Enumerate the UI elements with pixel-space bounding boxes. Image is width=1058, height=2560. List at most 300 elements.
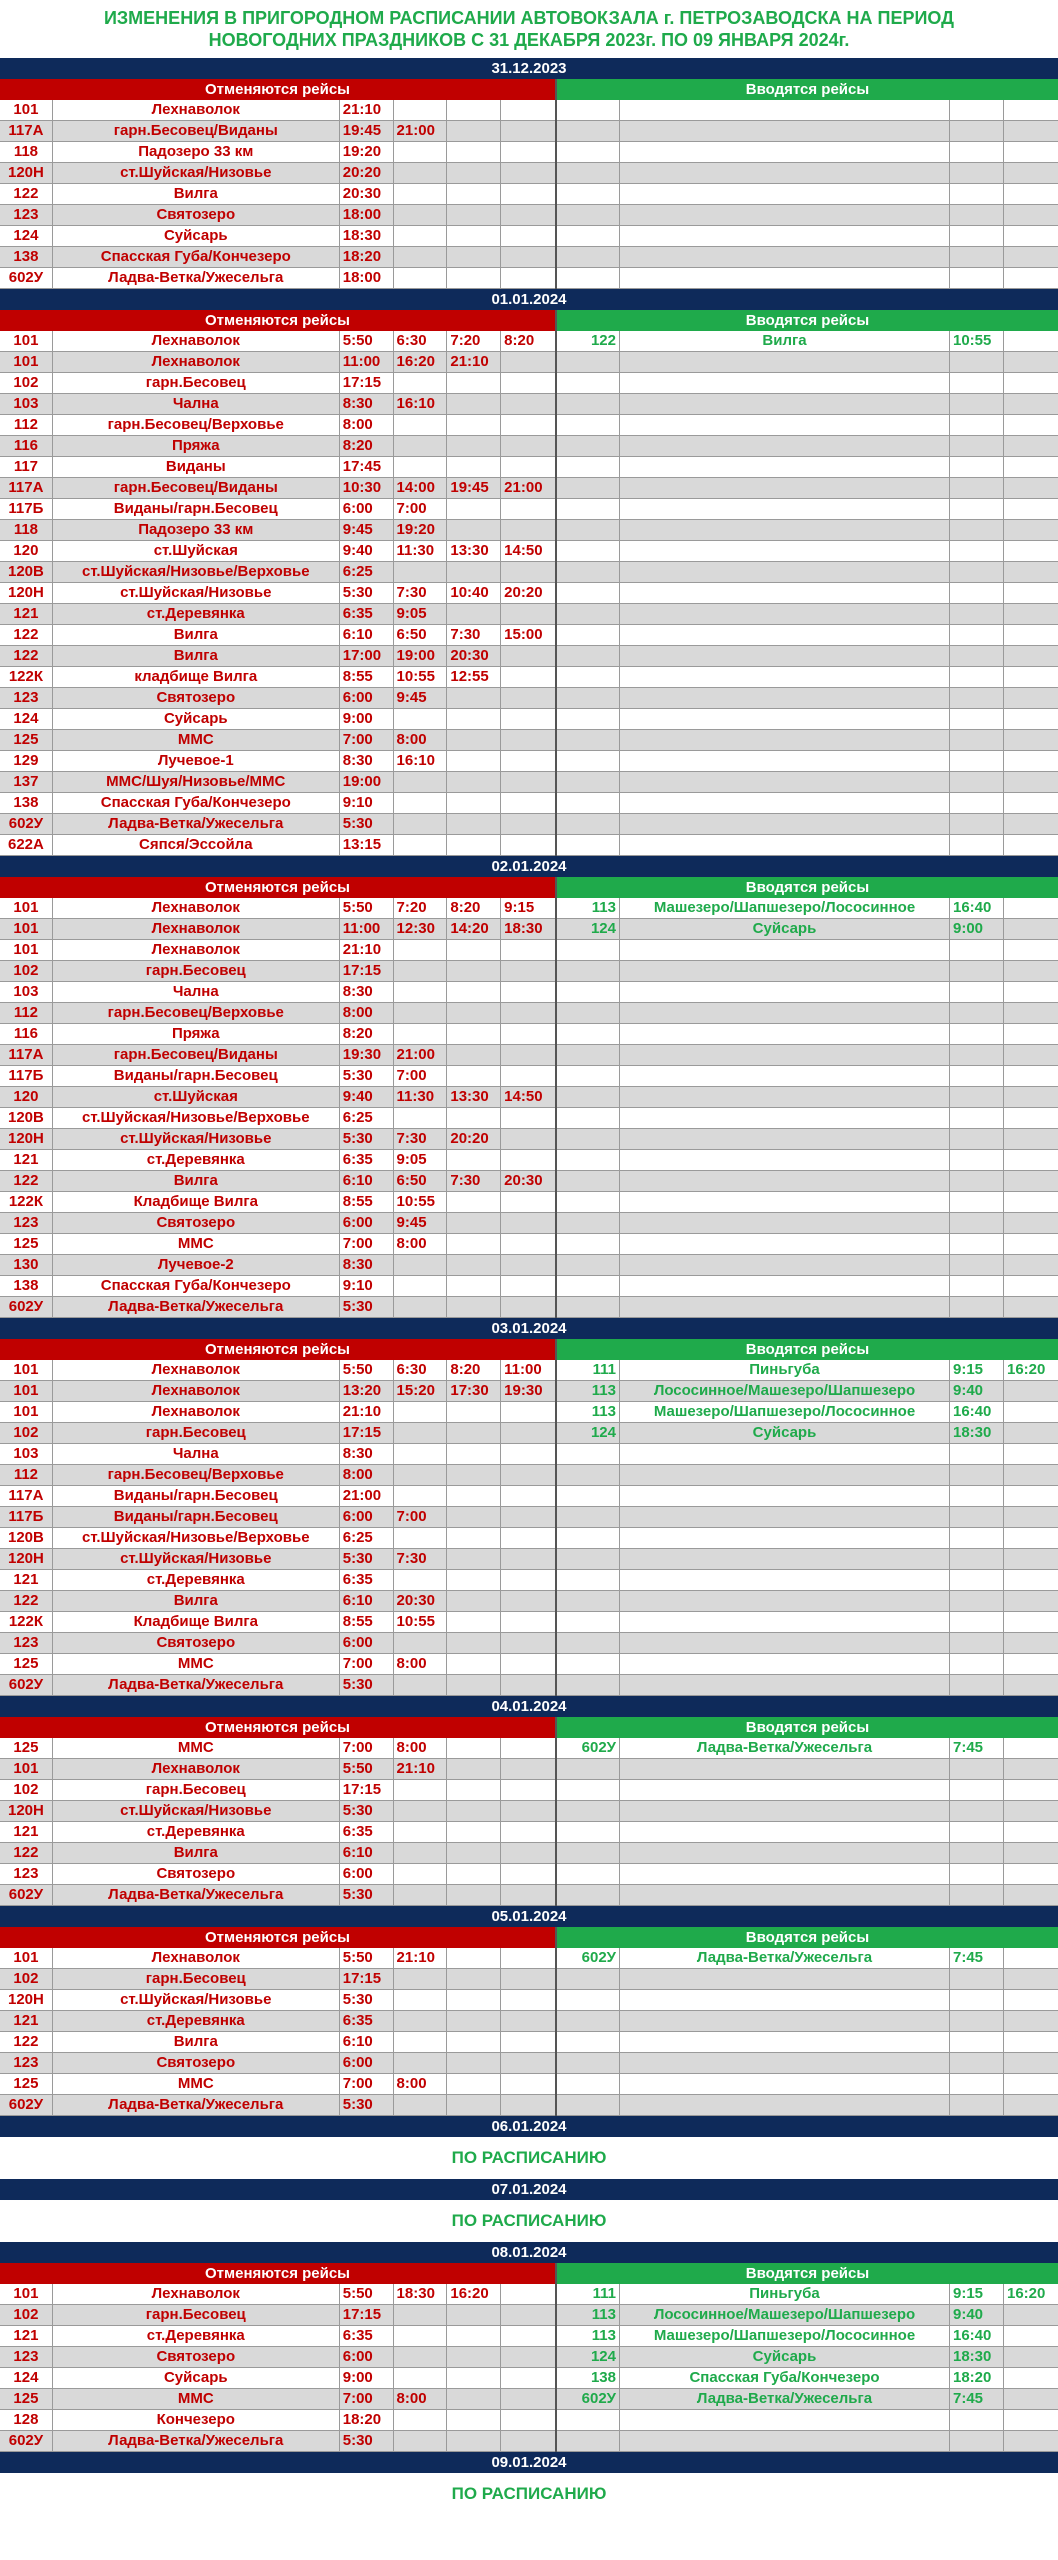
destination: ММС: [53, 1654, 340, 1674]
route-number: 124: [557, 919, 620, 939]
cancelled-table: [0, 2263, 557, 2452]
destination: ст.Шуйская/Низовье: [53, 1549, 340, 1569]
time-1: 7:00: [340, 730, 394, 750]
time-2: [1004, 1234, 1058, 1254]
time-1: [950, 730, 1004, 750]
table-row: [557, 751, 1058, 772]
time-2: 8:00: [394, 2389, 448, 2409]
time-1: [950, 1108, 1004, 1128]
destination: [620, 2095, 950, 2115]
time-3: [447, 961, 501, 981]
time-4: [501, 2011, 555, 2031]
time-2: [1004, 1024, 1058, 1044]
table-row: [557, 2305, 1058, 2326]
route-number: 124: [557, 1423, 620, 1443]
destination: [620, 625, 950, 645]
route-number: 121: [0, 1150, 53, 1170]
time-1: [950, 121, 1004, 141]
route-number: 113: [557, 898, 620, 918]
time-4: [501, 2326, 555, 2346]
destination: ст.Шуйская: [53, 541, 340, 561]
table-row: [557, 604, 1058, 625]
table-row: [0, 583, 555, 604]
time-1: 17:15: [340, 961, 394, 981]
time-2: [394, 2032, 448, 2052]
destination: [620, 268, 950, 288]
time-2: [1004, 373, 1058, 393]
time-4: [501, 1948, 555, 1968]
destination: Вилга: [53, 625, 340, 645]
destination: Святозеро: [53, 1213, 340, 1233]
time-2: [394, 247, 448, 267]
time-4: [501, 835, 555, 855]
table-row: [0, 1255, 555, 1276]
table-row: [0, 331, 555, 352]
time-1: [950, 646, 1004, 666]
destination: Ладва-Ветка/Ужесельга: [53, 1675, 340, 1695]
destination: Лехнаволок: [53, 331, 340, 351]
destination: Лучевое-2: [53, 1255, 340, 1275]
destination: [620, 1549, 950, 1569]
table-row: [0, 1612, 555, 1633]
table-row: [557, 2284, 1058, 2305]
table-row: [557, 2368, 1058, 2389]
table-row: [557, 436, 1058, 457]
table-row: [557, 100, 1058, 121]
introduced-table: [557, 310, 1058, 856]
time-1: [950, 205, 1004, 225]
route-number: [557, 730, 620, 750]
table-row: [0, 1108, 555, 1129]
time-4: [501, 1885, 555, 1905]
time-4: [501, 1780, 555, 1800]
destination: ст.Шуйская/Низовье/Верховье: [53, 1528, 340, 1548]
table-row: [0, 1066, 555, 1087]
time-1: [950, 688, 1004, 708]
time-4: 15:00: [504, 626, 543, 643]
route-number: [557, 1234, 620, 1254]
route-number: 121: [0, 2326, 53, 2346]
time-3: [447, 1003, 501, 1023]
time-2: 7:00: [394, 1066, 448, 1086]
table-row: [557, 1108, 1058, 1129]
time-1: 9:40: [340, 1087, 394, 1107]
route-number: 112: [0, 415, 53, 435]
time-4: [501, 814, 555, 834]
destination: [620, 730, 950, 750]
route-number: 120Н: [0, 1549, 53, 1569]
time-4: [501, 2431, 555, 2451]
route-number: [557, 1801, 620, 1821]
time-1: 17:15: [340, 2305, 394, 2325]
destination: Падозеро 33 км: [53, 142, 340, 162]
time-3: 8:20: [447, 898, 501, 918]
destination: Пиньгуба: [620, 2284, 950, 2304]
time-1: [950, 1969, 1004, 1989]
table-row: [557, 163, 1058, 184]
table-row: [557, 1465, 1058, 1486]
time-2: [1004, 1843, 1058, 1863]
time-3: [447, 1192, 501, 1212]
route-number: 602У: [0, 1885, 53, 1905]
destination: Лехнаволок: [53, 919, 340, 939]
time-1: [950, 940, 1004, 960]
time-2: [1004, 436, 1058, 456]
time-3: [447, 2032, 501, 2052]
destination: Лехнаволок: [53, 2284, 340, 2304]
time-1: 5:30: [340, 1297, 394, 1317]
route-number: 102: [0, 2305, 53, 2325]
route-number: [557, 583, 620, 603]
days-container: [0, 58, 1058, 2515]
time-1: [950, 1549, 1004, 1569]
time-2: [394, 1423, 448, 1443]
route-number: [557, 415, 620, 435]
time-4: [501, 793, 555, 813]
time-3: [447, 2074, 501, 2094]
table-row: [557, 1738, 1058, 1759]
table-row: [557, 1507, 1058, 1528]
time-3: [447, 2368, 501, 2388]
route-number: 120Н: [0, 1990, 53, 2010]
table-row: [557, 1654, 1058, 1675]
route-number: 117А: [0, 1486, 53, 1506]
time-3: [447, 1570, 501, 1590]
time-2: [394, 2410, 448, 2430]
destination: [620, 1066, 950, 1086]
time-2: 12:30: [394, 919, 448, 939]
destination: ММС: [53, 1738, 340, 1758]
time-2: [1004, 646, 1058, 666]
time-1: [950, 1801, 1004, 1821]
date-bar: 07.01.2024: [0, 2179, 1058, 2200]
time-4: [501, 394, 555, 414]
destination: [620, 1612, 950, 1632]
route-number: [557, 646, 620, 666]
destination: [620, 352, 950, 372]
cancelled-header: Отменяются рейсы: [0, 2263, 555, 2284]
table-row: [557, 2410, 1058, 2431]
route-number: 125: [0, 1738, 53, 1758]
table-row: [0, 751, 555, 772]
table-row: [0, 1024, 555, 1045]
time-1: [950, 562, 1004, 582]
route-number: 120В: [0, 1528, 53, 1548]
destination: Лехнаволок: [53, 352, 340, 372]
time-2: [394, 1864, 448, 1884]
destination: Машезеро/Шапшезеро/Лососинное: [620, 898, 950, 918]
destination: Лехнаволок: [53, 1381, 340, 1401]
time-4: [501, 121, 555, 141]
time-1: [950, 1171, 1004, 1191]
time-2: [1004, 919, 1058, 939]
destination: ММС: [53, 2074, 340, 2094]
day-section: [0, 58, 1058, 289]
time-4: [501, 457, 555, 477]
time-3: [447, 1759, 501, 1779]
time-2: [1004, 625, 1058, 645]
table-row: [557, 2032, 1058, 2053]
destination: Ладва-Ветка/Ужесельга: [53, 2431, 340, 2451]
time-4: [501, 247, 555, 267]
time-1: 6:10: [340, 2032, 394, 2052]
route-number: 122: [0, 1843, 53, 1863]
destination: Ладва-Ветка/Ужесельга: [53, 268, 340, 288]
route-number: [557, 163, 620, 183]
day-section: [0, 1696, 1058, 1906]
destination: гарн.Бесовец/Верховье: [53, 415, 340, 435]
route-number: [557, 940, 620, 960]
table-row: [0, 1213, 555, 1234]
destination: [620, 2410, 950, 2430]
destination: [620, 163, 950, 183]
table-row: [0, 1969, 555, 1990]
destination: [620, 1192, 950, 1212]
table-row: [0, 793, 555, 814]
table-row: [557, 1045, 1058, 1066]
destination: гарн.Бесовец: [53, 1423, 340, 1443]
destination: гарн.Бесовец/Виданы: [53, 478, 340, 498]
time-3: 21:10: [447, 352, 501, 372]
route-number: 129: [0, 751, 53, 771]
time-2: [1004, 1465, 1058, 1485]
time-2: [1004, 163, 1058, 183]
introduced-header: Вводятся рейсы: [557, 1717, 1058, 1738]
time-2: [394, 1570, 448, 1590]
time-1: [950, 1486, 1004, 1506]
time-4: [501, 2305, 555, 2325]
day-section: [0, 1318, 1058, 1696]
time-4: [501, 2368, 555, 2388]
destination: гарн.Бесовец: [53, 373, 340, 393]
destination: [620, 1213, 950, 1233]
time-3: [447, 163, 501, 183]
day-tables: [0, 79, 1058, 289]
destination: [620, 520, 950, 540]
time-2: 8:00: [394, 1738, 448, 1758]
time-3: [447, 2389, 501, 2409]
time-1: 18:00: [340, 268, 394, 288]
table-row: [0, 1192, 555, 1213]
route-number: [557, 394, 620, 414]
table-row: [0, 1864, 555, 1885]
time-1: [950, 541, 1004, 561]
route-number: 138: [557, 2368, 620, 2388]
time-1: 6:25: [340, 1108, 394, 1128]
route-number: 118: [0, 520, 53, 540]
destination: [620, 1234, 950, 1254]
table-row: [557, 1969, 1058, 1990]
destination: [620, 1108, 950, 1128]
time-1: [950, 1633, 1004, 1653]
time-1: 5:30: [340, 1990, 394, 2010]
route-number: [557, 1171, 620, 1191]
table-row: [557, 373, 1058, 394]
time-2: [1004, 2074, 1058, 2094]
destination: [620, 1591, 950, 1611]
route-number: 124: [0, 2368, 53, 2388]
table-row: [557, 499, 1058, 520]
time-1: [950, 1759, 1004, 1779]
table-row: [557, 1129, 1058, 1150]
time-1: 10:55: [950, 331, 1004, 351]
time-2: [1004, 1759, 1058, 1779]
time-4: [501, 142, 555, 162]
schedule-note: ПО РАСПИСАНИЮ: [451, 2484, 607, 2503]
destination: [620, 1633, 950, 1653]
time-2: [1004, 415, 1058, 435]
time-1: 17:15: [340, 1780, 394, 1800]
table-row: [0, 2347, 555, 2368]
introduced-table: [557, 1717, 1058, 1906]
time-1: [950, 394, 1004, 414]
table-row: [557, 121, 1058, 142]
cancelled-header: Отменяются рейсы: [0, 79, 555, 100]
time-1: [950, 436, 1004, 456]
time-2: 7:30: [394, 1549, 448, 1569]
route-number: [557, 478, 620, 498]
time-2: 8:00: [394, 1234, 448, 1254]
table-row: [0, 2368, 555, 2389]
time-1: 5:30: [340, 1129, 394, 1149]
time-1: 8:55: [340, 667, 394, 687]
destination: ММС: [53, 2389, 340, 2409]
table-row: [0, 1822, 555, 1843]
route-number: [557, 835, 620, 855]
time-2: [394, 226, 448, 246]
route-number: [557, 1864, 620, 1884]
destination: Лососинное/Машезеро/Шапшезеро: [620, 2305, 950, 2325]
route-number: [557, 1822, 620, 1842]
time-2: [394, 2053, 448, 2073]
time-2: 14:00: [394, 478, 448, 498]
route-number: [557, 1528, 620, 1548]
time-3: [447, 415, 501, 435]
route-number: [557, 1570, 620, 1590]
destination: [620, 2053, 950, 2073]
table-row: [557, 1801, 1058, 1822]
time-2: [1004, 730, 1058, 750]
destination: ст.Шуйская/Низовье/Верховье: [53, 1108, 340, 1128]
table-row: [557, 1213, 1058, 1234]
time-1: [950, 1843, 1004, 1863]
time-2: [1004, 772, 1058, 792]
route-number: [557, 1465, 620, 1485]
route-number: [557, 520, 620, 540]
time-3: [447, 1612, 501, 1632]
time-1: [950, 1654, 1004, 1674]
route-number: 125: [0, 730, 53, 750]
time-1: 8:00: [340, 1465, 394, 1485]
time-1: [950, 268, 1004, 288]
route-number: 102: [0, 1969, 53, 1989]
destination: [620, 1150, 950, 1170]
time-1: 8:30: [340, 1255, 394, 1275]
route-number: 602У: [557, 2389, 620, 2409]
time-2: [1004, 541, 1058, 561]
time-1: 17:45: [340, 457, 394, 477]
table-row: [557, 1633, 1058, 1654]
table-row: [557, 520, 1058, 541]
destination: [620, 562, 950, 582]
table-row: [0, 1528, 555, 1549]
time-2: [1004, 1738, 1058, 1758]
time-4: [501, 688, 555, 708]
time-1: 13:15: [340, 835, 394, 855]
destination: Лехнаволок: [53, 1402, 340, 1422]
destination: ММС: [53, 730, 340, 750]
time-3: [447, 142, 501, 162]
time-4: 14:50: [504, 542, 543, 559]
destination: Пиньгуба: [620, 1360, 950, 1380]
time-4: [501, 1675, 555, 1695]
route-number: 121: [0, 604, 53, 624]
table-row: [0, 1150, 555, 1171]
table-row: [557, 2095, 1058, 2116]
time-3: [447, 499, 501, 519]
time-4: [501, 1843, 555, 1863]
route-number: 103: [0, 1444, 53, 1464]
time-2: [1004, 499, 1058, 519]
table-row: [557, 1444, 1058, 1465]
route-number: 602У: [557, 1948, 620, 1968]
route-number: [557, 1885, 620, 1905]
route-number: [557, 205, 620, 225]
table-row: [0, 373, 555, 394]
table-row: [0, 2095, 555, 2116]
route-number: 101: [0, 331, 53, 351]
destination: Падозеро 33 км: [53, 520, 340, 540]
date-bar: 02.01.2024: [0, 856, 1058, 877]
route-number: 111: [557, 1360, 620, 1380]
time-1: [950, 625, 1004, 645]
time-1: 19:45: [340, 121, 394, 141]
table-row: [0, 352, 555, 373]
time-3: 7:30: [447, 625, 501, 645]
time-3: [447, 1738, 501, 1758]
time-3: [447, 2410, 501, 2430]
time-1: [950, 1675, 1004, 1695]
route-number: 102: [0, 961, 53, 981]
route-number: 112: [0, 1465, 53, 1485]
route-number: 103: [0, 394, 53, 414]
table-row: [0, 562, 555, 583]
route-number: 117А: [0, 1045, 53, 1065]
table-row: [0, 1276, 555, 1297]
time-3: [447, 394, 501, 414]
time-1: [950, 1150, 1004, 1170]
date-bar: 03.01.2024: [0, 1318, 1058, 1339]
destination: [620, 1570, 950, 1590]
time-4: [501, 1738, 555, 1758]
introduced-table: [557, 877, 1058, 1318]
time-3: [447, 205, 501, 225]
time-3: [447, 940, 501, 960]
route-number: 122: [0, 1171, 53, 1191]
table-row: [0, 1507, 555, 1528]
time-4: 11:00: [504, 1361, 542, 1378]
route-number: [557, 667, 620, 687]
route-number: [557, 247, 620, 267]
date-bar: 01.01.2024: [0, 289, 1058, 310]
time-3: [447, 2326, 501, 2346]
route-number: 117Б: [0, 499, 53, 519]
destination: Спасская Губа/Кончезеро: [53, 1276, 340, 1296]
time-1: [950, 1066, 1004, 1086]
date-bar: 08.01.2024: [0, 2242, 1058, 2263]
route-number: 117Б: [0, 1507, 53, 1527]
destination: [620, 1885, 950, 1905]
